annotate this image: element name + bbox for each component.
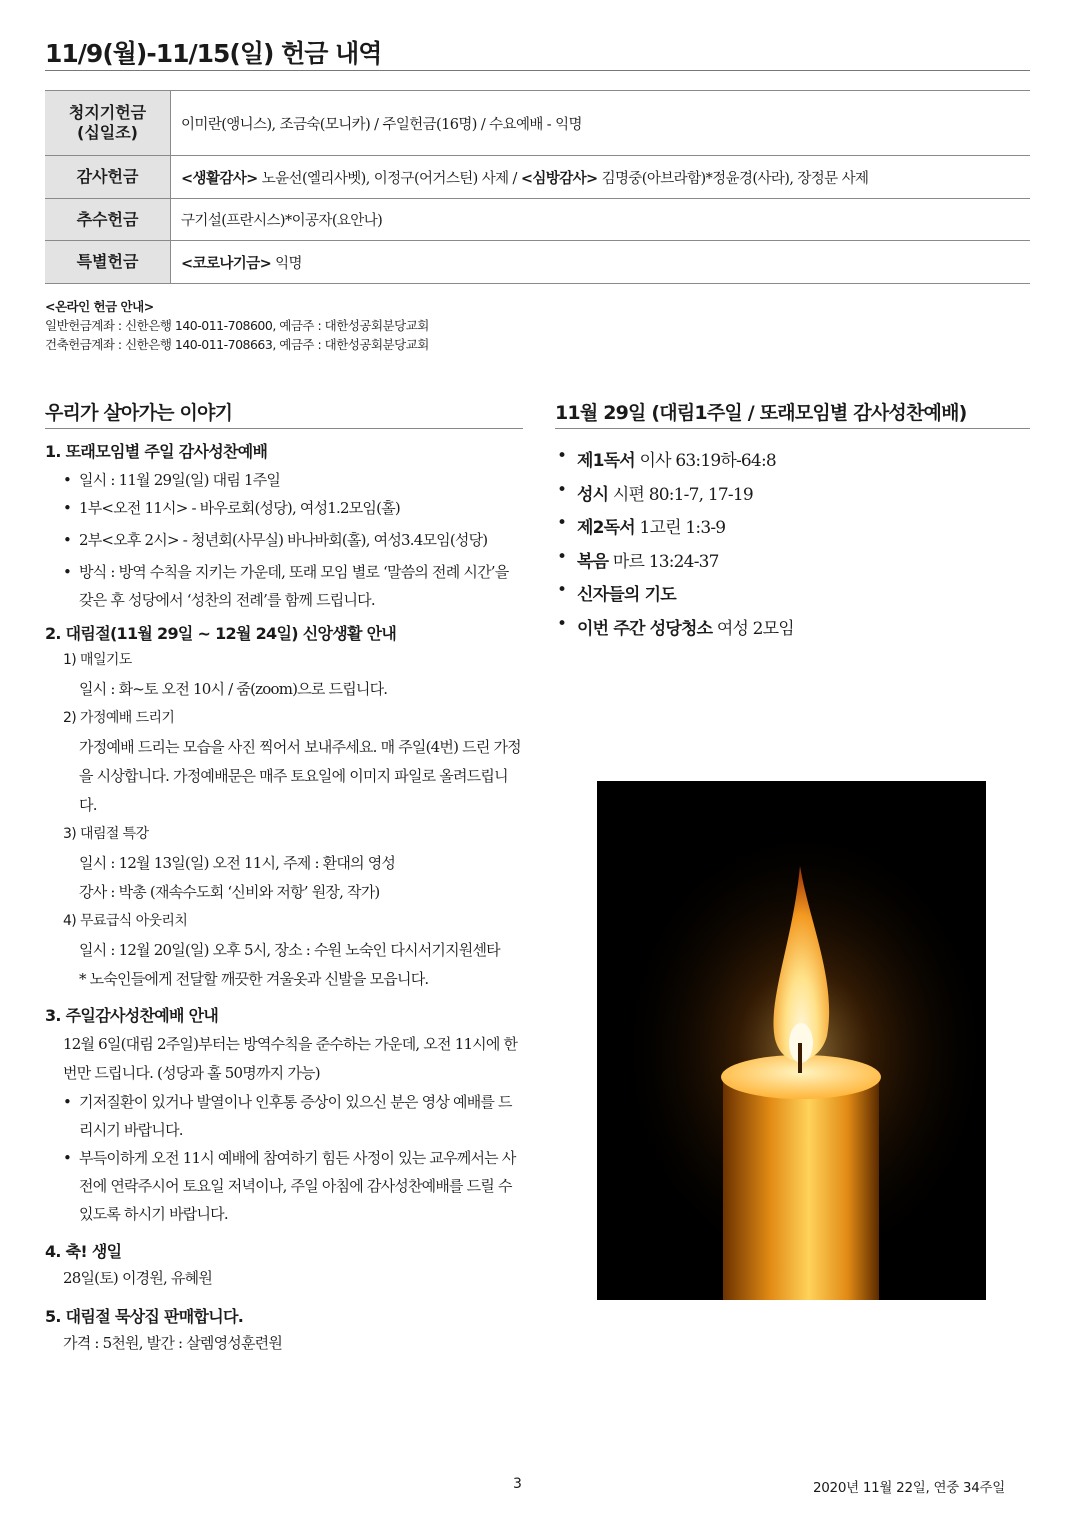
reading-label: 복음 — [577, 551, 609, 572]
service-heading: 11월 29일 (대림1주일 / 또래모임별 감사성찬예배) — [555, 402, 967, 424]
section-title: 1. 또래모임별 주일 감사성찬예배 — [45, 442, 268, 461]
list-item: • 부득이하게 오전 11시 예배에 참여하기 힘든 사정이 있는 교우께서는 사전에 연락주시어 토요일 저녁이나, 주일 아침에 감사성찬예배를 드릴 수 있도록 하시기 바랍니다. — [45, 1144, 523, 1228]
title-divider — [45, 70, 1030, 71]
reading-value: 이사 63:19하-64:8 — [634, 451, 776, 471]
reading-value: 마르 13:24-37 — [608, 551, 719, 572]
tag-text: <코로나기금> — [181, 255, 272, 272]
story-column — [45, 440, 523, 1358]
reading-label: 성시 — [577, 484, 609, 505]
page-title: 11/9(월)-11/15(일) 헌금 내역 — [45, 39, 382, 68]
tag-text: <생활감사> — [181, 170, 258, 187]
reading-label: 신자들의 기도 — [577, 585, 676, 605]
account-line: 일반헌금계좌 : 신한은행 140-011-708600, 예금주 : 대한성공회분당교회 — [45, 318, 429, 333]
section-text: 28일(토) 이경원, 유혜원 — [63, 1269, 213, 1287]
list-item — [555, 547, 794, 581]
reading-value: 시편 80:1-7, 17-19 — [608, 484, 753, 505]
value-text: 노윤선(엘리사벳), 이정구(어거스틴) 사제 / — [257, 170, 521, 187]
sub-text: 일시 : 12월 13일(일) 오전 11시, 주제 : 환대의 영성 — [79, 854, 396, 872]
online-heading: <온라인 헌금 안내> — [45, 299, 154, 314]
list-item — [555, 614, 794, 648]
list-item — [555, 480, 794, 514]
row-value: 구기설(프란시스)*이공자(요안나) — [171, 199, 1031, 241]
reading-label: 제1독서 — [577, 451, 635, 471]
sub-heading: 2) 가정예배 드리기 — [63, 710, 175, 726]
candle-image — [597, 781, 986, 1300]
row-value: 이미란(앵니스), 조금숙(모니카) / 주일헌금(16명) / 수요예배 - 익명 — [171, 91, 1031, 156]
tag-text: <심방감사> — [520, 170, 598, 187]
row-label: 감사헌금 — [45, 156, 171, 199]
sub-heading: 1) 매일기도 — [63, 652, 132, 668]
list-item: • 1부<오전 11시> - 바우로회(성당), 여성1.2모임(홀) — [45, 494, 523, 522]
bullet-list — [45, 1088, 523, 1228]
table-row — [45, 199, 1030, 241]
offering-table — [45, 90, 1030, 284]
list-item: • 방식 : 방역 수칙을 지키는 가운데, 또래 모임 별로 ‘말씀의 전례 시간’을 갖은 후 성당에서 ‘성찬의 전례’를 함께 드립니다. — [45, 558, 523, 614]
reading-label: 제2독서 — [577, 518, 635, 538]
list-item — [555, 580, 794, 614]
sub-text: 일시 : 화~토 오전 10시 / 줌(zoom)으로 드립니다. — [79, 680, 388, 698]
row-label — [45, 91, 171, 156]
sub-text: 일시 : 12월 20일(일) 오후 5시, 장소 : 수원 노숙인 다시서기지원센타 — [79, 941, 500, 959]
page-number: 3 — [513, 1476, 522, 1492]
list-item: • 기저질환이 있거나 발열이나 인후통 증상이 있으신 분은 영상 예배를 드리시기 바랍니다. — [45, 1088, 523, 1144]
story-heading: 우리가 살아가는 이야기 — [45, 402, 233, 424]
section-title: 4. 축! 생일 — [45, 1242, 122, 1261]
table-row — [45, 156, 1030, 199]
section-text: 가격 : 5천원, 발간 : 살렘영성훈련원 — [63, 1334, 283, 1352]
service-divider — [555, 428, 1030, 429]
list-item: • 2부<오후 2시> - 청년회(사무실) 바나바회(홀), 여성3.4모임(성당) — [45, 526, 523, 554]
list-item — [555, 446, 794, 480]
row-value — [171, 156, 1031, 199]
row-label: 추수헌금 — [45, 199, 171, 241]
sub-text: 가정예배 드리는 모습을 사진 찍어서 보내주세요. 매 주일(4번) 드린 가정을 시상합니다. 가정예배문은 매주 토요일에 이미지 파일로 올려드립니다. — [79, 738, 521, 814]
sub-text: 강사 : 박총 (재속수도회 ‘신비와 저항’ 원장, 작가) — [79, 883, 380, 901]
row-label: 특별헌금 — [45, 241, 171, 284]
story-divider — [45, 428, 523, 429]
footer-date: 2020년 11월 22일, 연중 34주일 — [812, 1480, 1005, 1496]
candle-body — [723, 1071, 879, 1300]
row-value — [171, 241, 1031, 284]
sub-text: * 노숙인들에게 전달할 깨끗한 겨울옷과 신발을 모읍니다. — [79, 970, 429, 988]
candle-wick — [798, 1043, 802, 1073]
value-text: 김명중(아브라함)*정윤경(사라), 장정문 사제 — [597, 170, 869, 187]
table-row — [45, 91, 1030, 156]
reading-label: 이번 주간 성당청소 — [577, 618, 713, 639]
value-text: 익명 — [271, 255, 302, 272]
bullet-list — [45, 466, 523, 614]
sub-heading: 4) 무료급식 아웃리치 — [63, 913, 188, 929]
table-row — [45, 241, 1030, 284]
list-item — [555, 513, 794, 547]
section-title: 2. 대림절(11월 29일 ~ 12월 24일) 신앙생활 안내 — [45, 624, 397, 643]
reading-value: 여성 2모임 — [712, 618, 794, 639]
section-title: 3. 주일감사성찬예배 안내 — [45, 1006, 219, 1025]
row-label-text: 청지기헌금 (십일조) — [68, 103, 147, 142]
reading-value: 1고린 1:3-9 — [634, 518, 726, 538]
account-line: 건축헌금계좌 : 신한은행 140-011-708663, 예금주 : 대한성공회분당교회 — [45, 337, 429, 352]
online-offering-info — [45, 297, 429, 354]
section-title: 5. 대림절 묵상집 판매합니다. — [45, 1307, 244, 1326]
sub-heading: 3) 대림절 특강 — [63, 826, 149, 842]
list-item: • 일시 : 11월 29일(일) 대림 1주일 — [45, 466, 523, 494]
readings-list — [555, 446, 794, 647]
section-text: 12월 6일(대림 2주일)부터는 방역수칙을 준수하는 가운데, 오전 11시에 한 번만 드립니다. (성당과 홀 50명까지 가능) — [63, 1035, 518, 1082]
